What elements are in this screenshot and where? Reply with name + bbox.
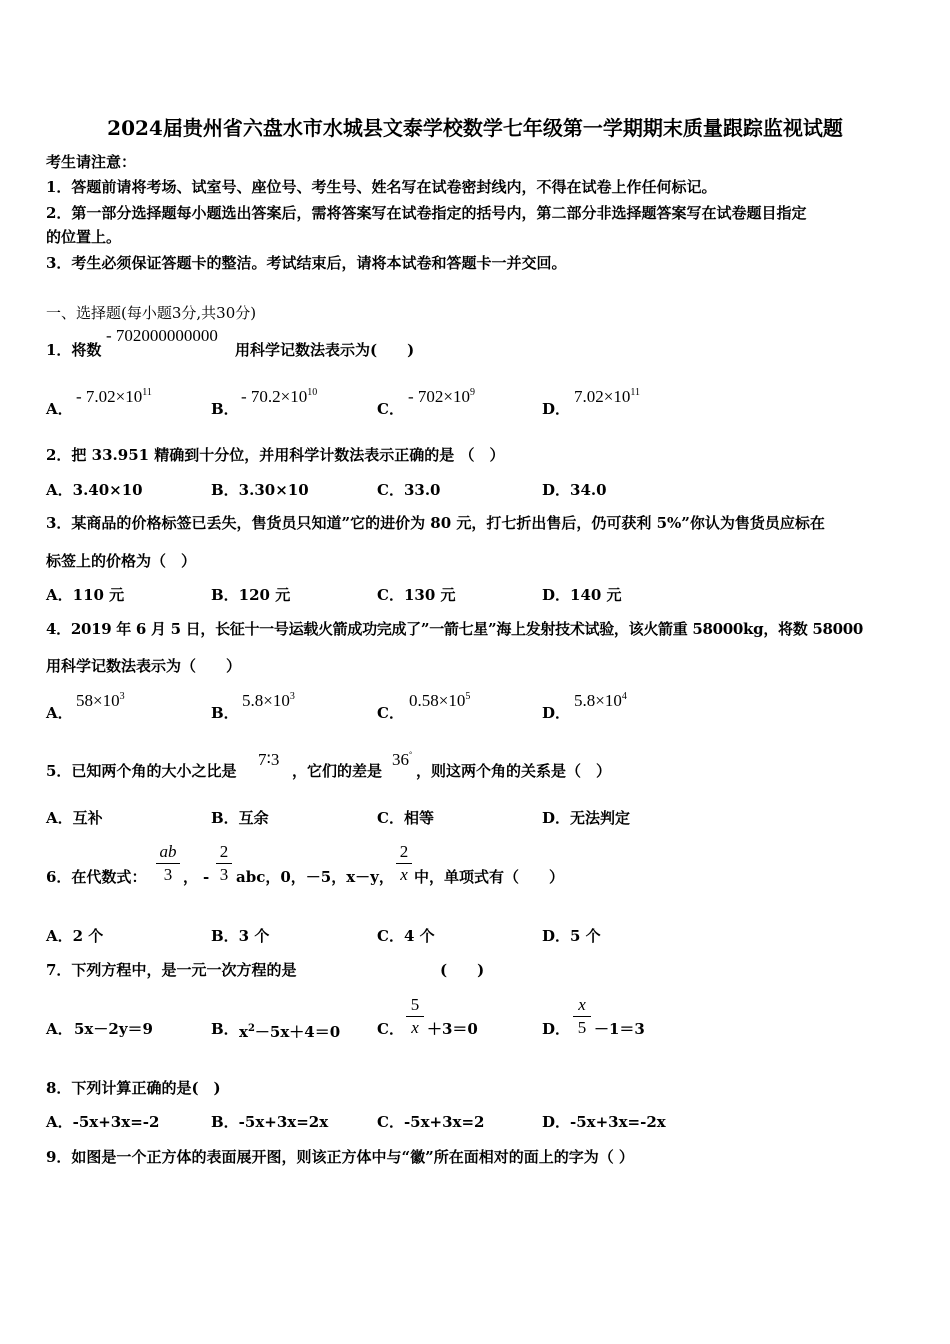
q6-fraction-2-over-x: 2 x [396, 842, 412, 885]
q8-option-a: A．-5x+3x=-2 [46, 1113, 160, 1131]
notice-heading: 考生请注意： [46, 153, 137, 171]
q5-option-c: C．相等 [377, 809, 434, 827]
q6-suffix: 中，单项式有（ ） [414, 868, 565, 886]
q7-fraction-5-over-x: 5 x [406, 995, 424, 1038]
notice-line-3: 3．考生必须保证答题卡的整洁。考试结束后，请将本试卷和答题卡一并交回。 [46, 254, 567, 272]
q1-prefix: 1．将数 [46, 341, 102, 359]
notice-line-1: 1．答题前请将考场、试室号、座位号、考生号、姓名写在试卷密封线内，不得在试卷上作任何标记。 [46, 178, 717, 196]
q1-option-c: - $702\times 10^9$ [408, 387, 476, 406]
q4-option-d: $5.8\times 10^4$ [574, 691, 627, 710]
q5-ratio: 7∶3 [258, 750, 280, 769]
q5-suffix: ，则这两个角的关系是（ ） [416, 762, 612, 780]
q2-option-c: C．33.0 [377, 481, 441, 499]
q7-text: 7．下列方程中，是一元一次方程的是 [46, 961, 297, 979]
q7-option-d-rest: －1＝3 [594, 1020, 645, 1038]
q6-fraction-2-over-3: 2 3 [216, 842, 232, 885]
q5-angle: 36° [392, 750, 413, 769]
q4-label-b: B． [211, 704, 239, 722]
q6-option-a: A．2 个 [46, 927, 104, 945]
section-heading: 一、选择题(每小题3分,共30分) [46, 304, 257, 322]
q3-option-a: A．110 元 [46, 586, 125, 604]
q6-middle: abc，0，－5，x－y， [236, 868, 394, 886]
q6-comma: ， [183, 868, 199, 886]
q6-prefix: 6．在代数式： [46, 868, 147, 886]
q1-option-a: - $7.02\times 10^{11}$ [76, 387, 152, 406]
q4-label-c: C． [377, 704, 404, 722]
q3-option-d: D．140 元 [542, 586, 622, 604]
q2-text: 2．把 33.951 精确到十分位，并用科学计数法表示正确的是 （ ） [46, 446, 505, 464]
q4-label-d: D． [542, 704, 571, 722]
q3-line-1: 3．某商品的价格标签已丢失，售货员只知道”它的进价为 80 元，打七折出售后，仍可获利 5%”你认为售货员应标在 [46, 514, 825, 532]
q5-option-d: D．无法判定 [542, 809, 631, 827]
q1-label-c: C． [377, 400, 404, 418]
q6-option-c: C．4 个 [377, 927, 435, 945]
q3-option-b: B．120 元 [211, 586, 291, 604]
q8-option-b: B．-5x+3x=2x [211, 1113, 329, 1131]
q7-label-c: C． [377, 1020, 404, 1038]
q3-line-2: 标签上的价格为（ ） [46, 552, 197, 570]
q7-option-a: 5x－2y＝9 [74, 1020, 153, 1038]
q4-label-a: A． [46, 704, 73, 722]
q4-option-c: $0.58\times 10^5$ [409, 691, 471, 710]
q5-option-a: A．互补 [46, 809, 103, 827]
q1-suffix: 用科学记数法表示为( ) [235, 341, 415, 359]
q7-label-b: B． [211, 1020, 239, 1038]
q4-option-a: $58\times 10^3$ [76, 691, 125, 710]
q5-prefix: 5．已知两个角的大小之比是 [46, 762, 237, 780]
q9-text: 9．如图是一个正方体的表面展开图，则该正方体中与“徽”所在面相对的面上的字为（ ） [46, 1148, 634, 1166]
q3-option-c: C．130 元 [377, 586, 456, 604]
q6-minus: - [203, 868, 210, 886]
q7-option-c-rest: ＋3＝0 [427, 1020, 478, 1038]
q1-number: - 702000000000 [106, 326, 218, 345]
q4-line-2: 用科学记数法表示为（ ） [46, 657, 242, 675]
q7-option-b: $x^2-5x+4=0$ [239, 1023, 341, 1041]
q4-option-b: $5.8\times 10^3$ [242, 691, 295, 710]
q6-option-b: B．3 个 [211, 927, 270, 945]
q7-paren: ( ) [440, 961, 485, 979]
page-title: 2024届贵州省六盘水市水城县文泰学校数学七年级第一学期期末质量跟踪监视试题 [107, 116, 843, 140]
q2-option-b: B．3.30×10 [211, 481, 309, 499]
q8-text: 8．下列计算正确的是( ) [46, 1079, 221, 1097]
q6-option-d: D．5 个 [542, 927, 601, 945]
q1-label-b: B． [211, 400, 239, 418]
notice-line-2: 2．第一部分选择题每小题选出答案后，需将答案写在试卷指定的括号内，第二部分非选择题答案写在试卷题目指定 [46, 204, 807, 222]
q1-label-a: A． [46, 400, 73, 418]
q1-option-d: $7.02\times 10^{11}$ [574, 387, 640, 406]
q5-option-b: B．互余 [211, 809, 269, 827]
q5-middle: ，它们的差是 [292, 762, 383, 780]
q2-option-a: A．3.40×10 [46, 481, 143, 499]
notice-line-2-cont: 的位置上。 [46, 228, 122, 246]
q1-option-b: - $70.2\times 10^{10}$ [241, 387, 318, 406]
q7-label-a: A． [46, 1020, 73, 1038]
q2-option-d: D．34.0 [542, 481, 607, 499]
q4-line-1: 4．2019 年 6 月 5 日，长征十一号运载火箭成功完成了”一箭七星”海上发射技术试验，该火箭重 58000kg，将数 58000 [46, 620, 864, 638]
q8-option-c: C．-5x+3x=2 [377, 1113, 485, 1131]
q7-fraction-x-over-5: x 5 [573, 995, 591, 1038]
q8-option-d: D．-5x+3x=-2x [542, 1113, 666, 1131]
q1-label-d: D． [542, 400, 571, 418]
q6-fraction-ab-over-3: ab 3 [156, 842, 180, 885]
q7-label-d: D． [542, 1020, 571, 1038]
